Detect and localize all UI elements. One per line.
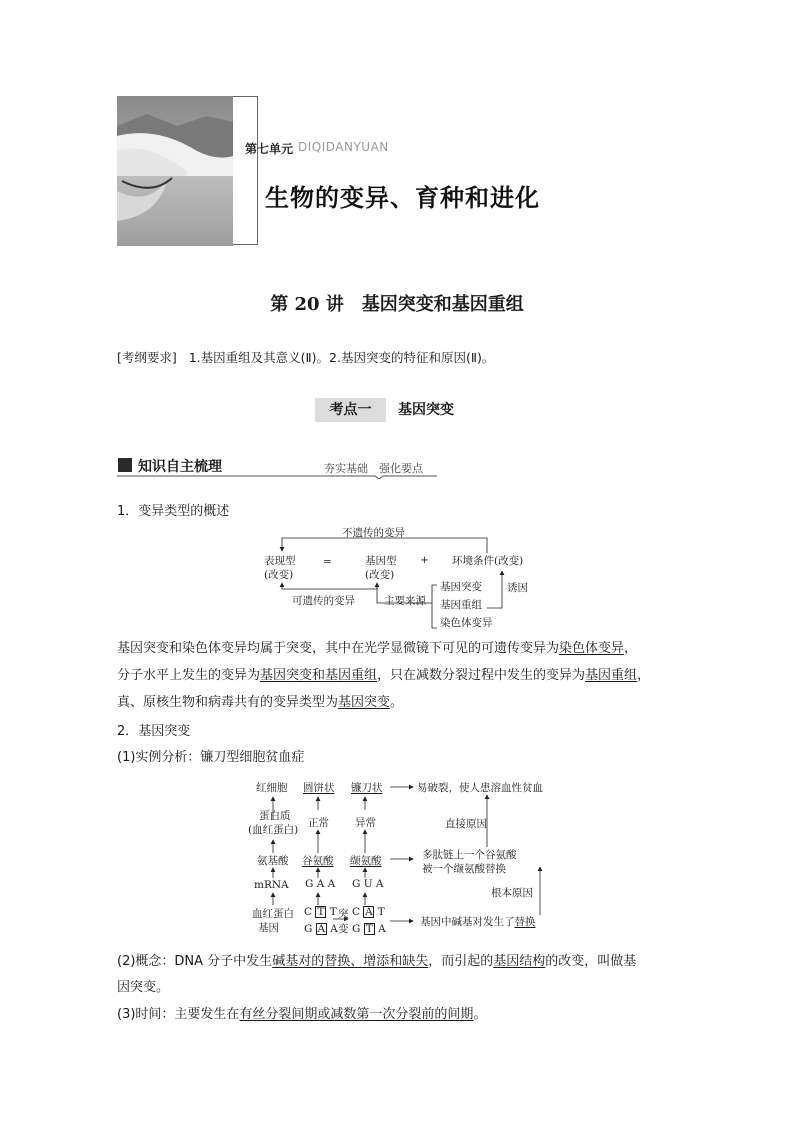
normal-label: 正常: [308, 817, 329, 829]
section-subtitle: 夯实基础 强化要点: [324, 462, 423, 475]
base-pair-text: 基因中碱基对发生了: [420, 916, 515, 928]
dna-normal-strand-2: [304, 923, 338, 935]
para-text: 分子水平上发生的变异为: [117, 668, 261, 683]
chain-line-2: 被一个缬氨酸替换: [422, 863, 506, 875]
phenotype-label: 表现型: [264, 555, 296, 567]
answer-underline: 替换: [514, 916, 536, 928]
base: A: [330, 923, 338, 935]
base: T: [329, 906, 337, 918]
base: A: [378, 923, 386, 935]
unit-pinyin: DIQIDANYUAN: [298, 140, 389, 154]
outline-label: [考纲要求]: [117, 350, 177, 365]
abnormal-label: 异常: [355, 817, 376, 829]
environment-label: 环境条件(改变): [452, 555, 524, 567]
base: C: [304, 906, 313, 918]
variation-diagram: [257, 523, 537, 633]
concept-paragraph: [117, 952, 682, 998]
chain-line-1: [422, 847, 517, 862]
main-source-label: 主要来源: [384, 595, 426, 607]
hemoglobin-label: (血红蛋白): [248, 824, 299, 836]
hemoglobin-gene-label: 血红蛋白: [252, 908, 294, 920]
sickle-cell-diagram: [250, 775, 555, 945]
mutated-base: T: [365, 923, 373, 935]
codon-mutant: G U A: [352, 878, 384, 890]
part1-heading: 1．变异类型的概述: [117, 504, 230, 519]
mutation-label-1: 突: [338, 908, 349, 920]
chain-text: 多肽链上一个谷氨酸: [422, 849, 517, 861]
answer-underline: 基因重组: [585, 668, 638, 683]
para-text: ，: [637, 668, 651, 683]
base: T: [377, 906, 385, 918]
para-text: ，只在减数分裂过程中发生的变异为: [377, 668, 586, 683]
biconcave-label: 圆饼状: [303, 782, 335, 794]
part1-paragraph: [117, 639, 682, 713]
answer-underline: 染色体变异: [559, 641, 625, 656]
plus-sign: +: [420, 554, 429, 566]
para-text: 真、原核生物和病毒共有的变异类型为: [117, 695, 339, 710]
mutation-label-2: 变: [338, 923, 349, 935]
variation-item: 基因突变: [440, 581, 482, 593]
induce-label: 诱因: [507, 582, 528, 594]
gene-label: 基因: [258, 922, 279, 934]
para-text: ，: [624, 641, 638, 656]
base-pair-change: [420, 914, 536, 929]
mutated-base: T: [317, 906, 325, 918]
codon-normal: G A A: [305, 878, 336, 890]
non-heritable-label: 不遗传的变异: [342, 527, 405, 539]
heritable-label: 可遗传的变异: [292, 595, 355, 607]
snow-landscape-image: [117, 96, 233, 256]
dna-normal-strand-1: [304, 906, 337, 918]
root-cause-label: 根本原因: [491, 887, 533, 899]
unit-banner-image: [117, 96, 233, 256]
para-text: ，而引起的: [428, 954, 494, 969]
sickle-label: 镰刀状: [351, 782, 383, 794]
unit-title: 生物的变异、育种和进化: [265, 184, 540, 212]
answer-underline: 有丝分裂间期或减数第一次分裂前的间期: [239, 1007, 474, 1022]
exam-outline: [117, 348, 494, 366]
base: G: [352, 923, 361, 935]
lecture-title: 第 20 讲 基因突变和基因重组: [270, 294, 524, 315]
para-text: 因突变。: [117, 980, 170, 995]
direct-cause-label: 直接原因: [445, 818, 487, 830]
para-text: (2)概念：DNA 分子中发生: [117, 954, 273, 969]
section-title: 知识自主梳理: [138, 459, 222, 475]
section-square-icon: [118, 458, 132, 472]
para-text: (3)时间：主要发生在: [117, 1007, 240, 1022]
outline-text: 1.基因重组及其意义(Ⅱ)。2.基因突变的特征和原因(Ⅱ)。: [188, 350, 495, 365]
para-text: 。: [473, 1007, 487, 1022]
banner-frame: [233, 96, 258, 245]
genotype-change: (改变): [365, 569, 395, 581]
answer-underline: 基因突变和基因重组: [260, 668, 378, 683]
red-blood-cell-label: 红细胞: [256, 782, 288, 794]
amino-acid-label: 氨基酸: [257, 855, 289, 867]
answer-underline: 基因突变: [338, 695, 391, 710]
kaodian-badge: 考点一: [315, 398, 386, 422]
equals-sign: =: [323, 556, 332, 568]
time-paragraph: [117, 1005, 486, 1025]
dna-mutant-strand-1: [352, 906, 385, 918]
hemolysis-result: 易破裂，使人患溶血性贫血: [417, 782, 543, 794]
kaodian-name: 基因突变: [398, 402, 454, 418]
para-text: 的改变，叫做基: [545, 954, 637, 969]
genotype-label: 基因型: [365, 555, 397, 567]
unit-label: 第七单元: [245, 142, 294, 156]
dna-mutant-strand-2: [352, 923, 386, 935]
para-text: 基因突变和染色体变异均属于突变，其中在光学显微镜下可见的可遗传变异为: [117, 641, 560, 656]
variation-item: 基因重组: [440, 599, 482, 611]
valine-label: 缬氨酸: [350, 855, 382, 867]
part2-heading: 2．基因突变: [117, 724, 191, 739]
phenotype-change: (改变): [264, 569, 294, 581]
answer-underline: 基因结构: [493, 954, 546, 969]
variation-item: 染色体变异: [440, 617, 493, 629]
protein-label: 蛋白质: [259, 810, 291, 822]
section-divider: [117, 474, 437, 479]
part2-sub1: (1)实例分析：镰刀型细胞贫血症: [117, 750, 305, 765]
glutamate-label: 谷氨酸: [302, 855, 334, 867]
para-text: 。: [390, 695, 404, 710]
base: G: [304, 923, 313, 935]
mutated-base: A: [365, 906, 373, 918]
base: C: [352, 906, 361, 918]
mutated-base: A: [317, 923, 326, 935]
mrna-label: mRNA: [254, 879, 289, 891]
answer-underline: 碱基对的替换、增添和缺失: [272, 954, 429, 969]
